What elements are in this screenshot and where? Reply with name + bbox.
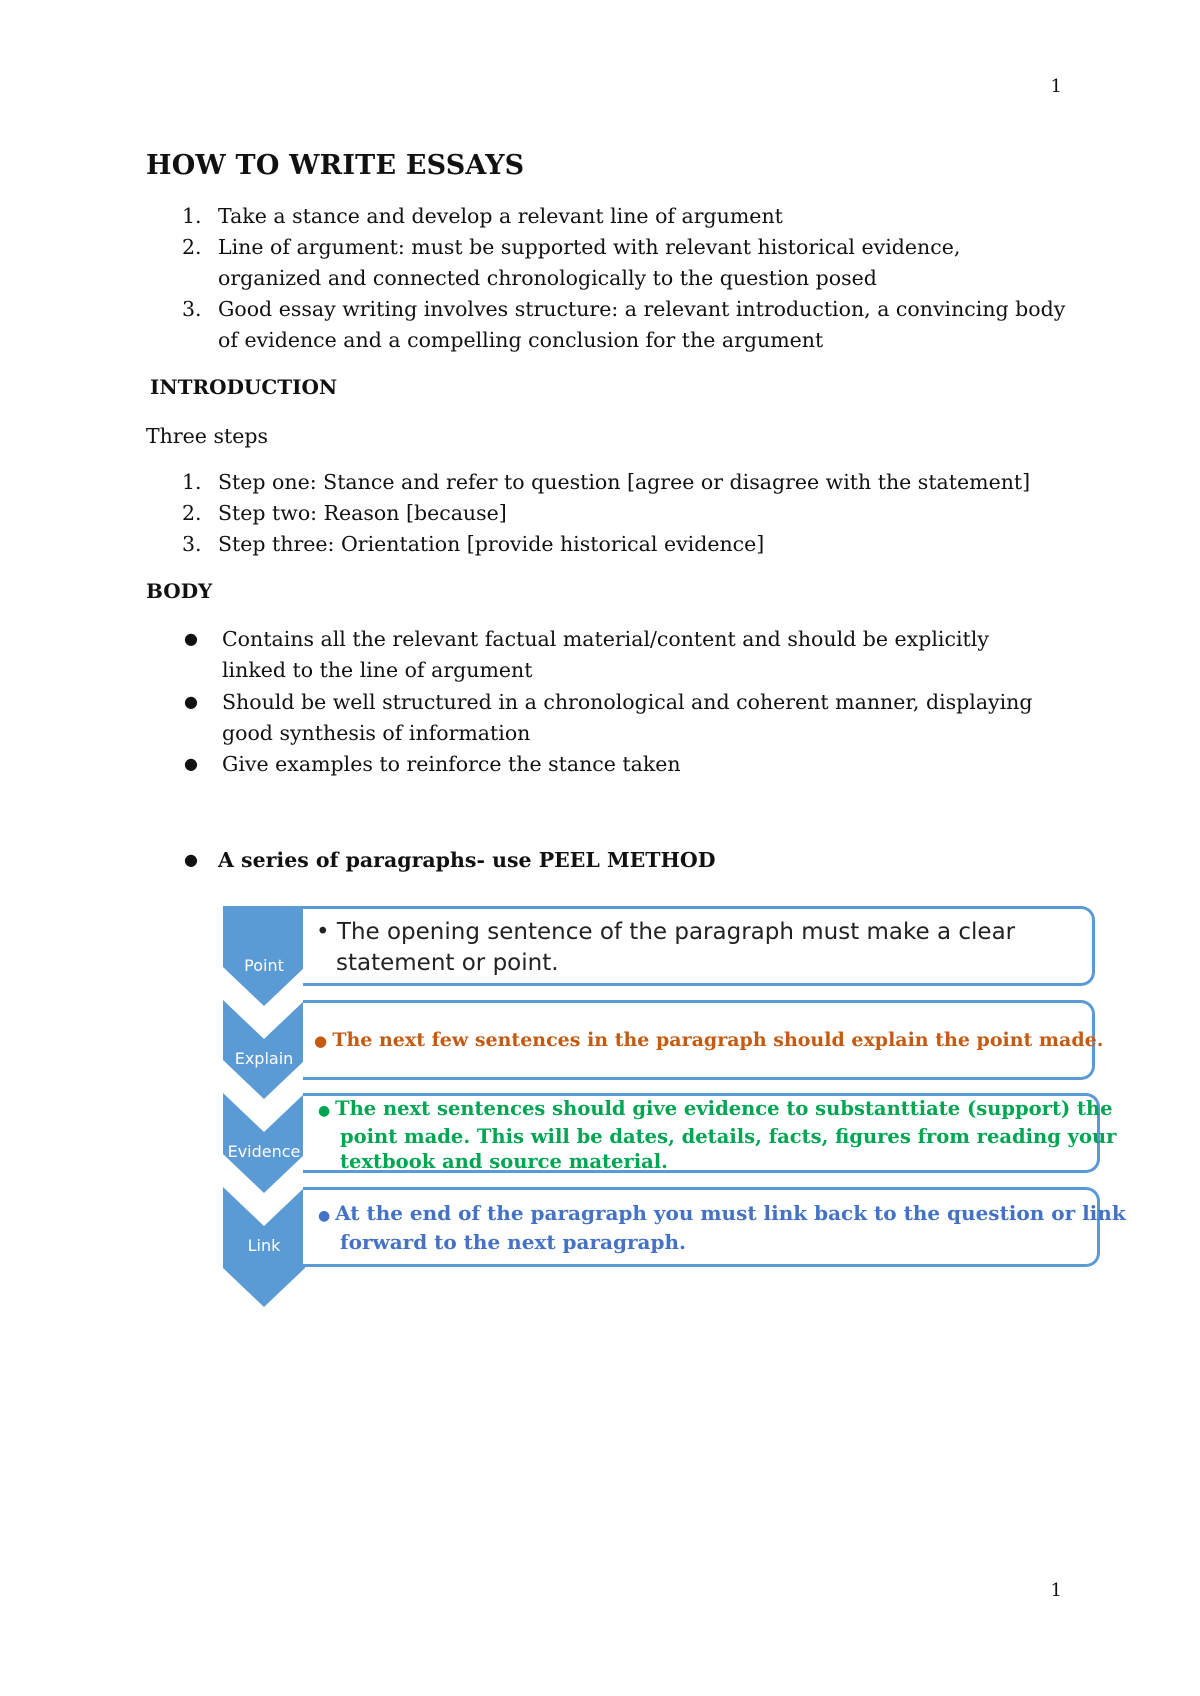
peel-evidence-line-1 xyxy=(318,1096,1116,1124)
document-title: HOW TO WRITE ESSAYS xyxy=(146,150,525,181)
peel-link-line-1 xyxy=(318,1200,1126,1229)
page-number-top: 1 xyxy=(1050,76,1062,97)
peel-box-point xyxy=(303,906,1095,986)
bullet-text: Should be well structured in a chronological and coherent manner, displaying xyxy=(222,690,1033,714)
list-text: organized and connected chronologically to the question posed xyxy=(218,266,877,290)
bullet-text: Contains all the relevant factual material/content and should be explicitly xyxy=(222,627,989,651)
list-number: 2. xyxy=(182,235,202,259)
bullet-dot: ● xyxy=(184,754,198,773)
three-steps-label: Three steps xyxy=(146,424,268,448)
peel-point-text xyxy=(316,917,1015,979)
peel-box-explain xyxy=(303,1000,1104,1080)
bullet-dot: ● xyxy=(184,850,198,869)
peel-box-link xyxy=(303,1187,1126,1267)
bullet-text: good synthesis of information xyxy=(222,721,531,745)
bullet-text: Give examples to reinforce the stance taken xyxy=(222,752,681,776)
peel-link-text xyxy=(318,1200,1126,1255)
chevron-label-explain: Explain xyxy=(234,1049,294,1068)
chevron-label-point: Point xyxy=(244,956,284,975)
list-text: Line of argument: must be supported with relevant historical evidence, xyxy=(218,235,961,259)
peel-evidence-line-3: textbook and source material. xyxy=(340,1150,668,1173)
bullet-dot: • xyxy=(316,919,337,945)
bullet-text: A series of paragraphs- use PEEL METHOD xyxy=(218,848,716,872)
body-heading: BODY xyxy=(146,579,213,603)
peel-line: At the end of the paragraph you must link back to the question or link xyxy=(335,1201,1126,1225)
chevron-label-link: Link xyxy=(247,1236,281,1255)
page-number-bottom: 1 xyxy=(1050,1580,1062,1601)
list-number: 2. xyxy=(182,501,202,525)
bullet-dot: ● xyxy=(318,1103,336,1119)
list-number: 1. xyxy=(182,470,202,494)
list-text: Step two: Reason [because] xyxy=(218,501,507,525)
peel-point-line-1 xyxy=(316,917,1015,948)
peel-line: The next sentences should give evidence to substanttiate (support) the xyxy=(335,1097,1113,1120)
introduction-heading: INTRODUCTION xyxy=(150,375,338,399)
peel-line: The next few sentences in the paragraph should explain the point made. xyxy=(332,1029,1104,1051)
list-text: Take a stance and develop a relevant line of argument xyxy=(218,204,783,228)
peel-point-line-2: statement or point. xyxy=(336,950,559,976)
list-number: 3. xyxy=(182,297,202,321)
peel-line: The opening sentence of the paragraph must make a clear xyxy=(336,919,1016,945)
peel-link-line-2: forward to the next paragraph. xyxy=(340,1230,686,1254)
list-text: Step one: Stance and refer to question [agree or disagree with the statement] xyxy=(218,470,1031,494)
bullet-dot: ● xyxy=(314,1032,333,1050)
list-text: of evidence and a compelling conclusion for the argument xyxy=(218,328,824,352)
peel-evidence-text xyxy=(318,1096,1116,1174)
list-number: 1. xyxy=(182,204,202,228)
list-text: Step three: Orientation [provide historical evidence] xyxy=(218,532,765,556)
list-number: 3. xyxy=(182,532,202,556)
chevron-label-evidence: Evidence xyxy=(227,1142,301,1161)
peel-explain-text xyxy=(314,1029,1103,1051)
peel-evidence-line-2: point made. This will be dates, details, facts, figures from reading your xyxy=(340,1125,1117,1148)
bullet-dot: ● xyxy=(184,692,198,711)
bullet-dot: ● xyxy=(184,629,198,648)
bullet-text: linked to the line of argument xyxy=(222,658,533,682)
bullet-dot: ● xyxy=(318,1208,336,1224)
peel-box-evidence xyxy=(303,1093,1117,1173)
list-text: Good essay writing involves structure: a relevant introduction, a convincing body xyxy=(218,297,1066,321)
